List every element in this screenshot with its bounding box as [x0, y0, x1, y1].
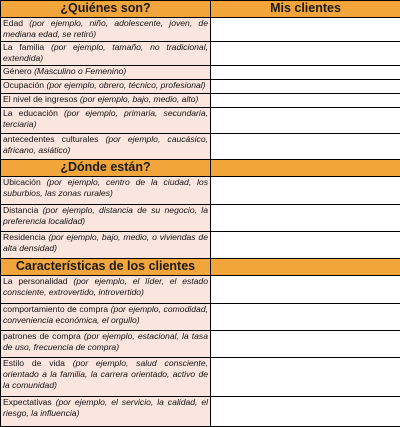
table-row: [1, 397, 400, 427]
row-label-residence: [1, 232, 211, 259]
row-example-text: (por ejemplo, obrero, técnico, profesional): [46, 80, 205, 90]
section-header-row: [1, 1, 400, 18]
client-answer-cell-personality[interactable]: [211, 276, 400, 304]
row-example-text: (por ejemplo, caucásico, africano, asiático): [3, 134, 208, 155]
row-label-income: [1, 94, 211, 108]
row-example-text: (por ejemplo, distancia de su negocio, la preferencia localidad): [3, 205, 208, 226]
table-row: [1, 276, 400, 304]
table-row: [1, 232, 400, 259]
my-clients-header: Mis clientes: [211, 1, 400, 18]
row-label-text: Estilo de vida: [3, 358, 65, 368]
client-answer-cell-gender[interactable]: [211, 66, 400, 80]
table-row: [1, 108, 400, 134]
row-example-text: (por ejemplo, el líder, el estado consciente, extrovertido, introvertido): [3, 276, 208, 297]
row-label-text: La educación: [3, 108, 58, 118]
row-label-expectations: [1, 397, 211, 427]
table-row: [1, 42, 400, 66]
client-answer-cell-occupation[interactable]: [211, 80, 400, 94]
row-label-education: [1, 108, 211, 134]
row-label-family: [1, 42, 211, 66]
client-answer-cell-expectations[interactable]: [211, 397, 400, 427]
row-label-culture: [1, 134, 211, 160]
row-example-text: (por ejemplo, estacional, la tasa de uso, frecuencia de compra): [3, 331, 208, 352]
section-header-blank: [211, 160, 400, 177]
row-label-text: La personalidad: [3, 276, 68, 286]
row-label-text: Expectativas: [3, 397, 52, 407]
row-example-text: (por ejemplo, centro de la ciudad, los suburbios, las zonas rurales): [3, 177, 208, 198]
table-row: [1, 94, 400, 108]
client-answer-cell-distance[interactable]: [211, 205, 400, 232]
row-label-location: [1, 177, 211, 205]
row-example-text: (por ejemplo, el servicio, la calidad, el riesgo, la influencia): [3, 397, 208, 418]
client-answer-cell-education[interactable]: [211, 108, 400, 134]
client-answer-cell-location[interactable]: [211, 177, 400, 205]
row-label-buying-behavior: [1, 304, 211, 331]
row-label-personality: [1, 276, 211, 304]
table-row: [1, 304, 400, 331]
row-example-text: (por ejemplo, tamaño, no tradicional, extendida): [3, 42, 208, 63]
table-row: [1, 80, 400, 94]
section-title-characteristics: Características de los clientes: [1, 259, 211, 276]
row-label-text: Distancia: [3, 205, 38, 215]
row-example-text: (por ejemplo, bajo, medio, o viviendas de alta densidad): [3, 232, 208, 253]
row-example-text: (por ejemplo, salud consciente, orientado a la familia, la carrera orientado, activo de la comunidad): [3, 358, 208, 390]
table-row: [1, 205, 400, 232]
row-label-text: Ocupación: [3, 80, 44, 90]
section-header-row: [1, 160, 400, 177]
client-answer-cell-buying-behavior[interactable]: [211, 304, 400, 331]
row-label-text: Edad: [3, 18, 23, 28]
table-row: [1, 358, 400, 397]
table-row: [1, 18, 400, 42]
client-answer-cell-buying-patterns[interactable]: [211, 331, 400, 358]
row-example-text: (por ejemplo, primaria, secundaria, terciaria): [3, 108, 208, 129]
table-row: [1, 177, 400, 205]
client-answer-cell-family[interactable]: [211, 42, 400, 66]
row-label-text: La familia: [3, 42, 44, 52]
table-row: [1, 134, 400, 160]
row-label-text: Residencia: [3, 232, 46, 242]
table-row: [1, 66, 400, 80]
row-label-lifestyle: [1, 358, 211, 397]
row-label-gender: [1, 66, 211, 80]
row-label-text: patrones de compra: [3, 331, 81, 341]
row-example-text: (por ejemplo, niño, adolescente, joven, de mediana edad, se retiró): [3, 18, 208, 39]
row-example-text: (por ejemplo, comodidad, conveniencia económica, el orgullo): [3, 304, 208, 325]
section-title-where: ¿Dónde están?: [1, 160, 211, 177]
row-label-distance: [1, 205, 211, 232]
client-answer-cell-residence[interactable]: [211, 232, 400, 259]
row-label-buying-patterns: [1, 331, 211, 358]
section-title-who: ¿Quiénes son?: [1, 1, 211, 18]
client-answer-cell-lifestyle[interactable]: [211, 358, 400, 397]
row-example-text: (Masculino o Femenino): [34, 66, 126, 76]
client-answer-cell-age[interactable]: [211, 18, 400, 42]
section-header-blank: [211, 259, 400, 276]
row-label-age: [1, 18, 211, 42]
client-answer-cell-culture[interactable]: [211, 134, 400, 160]
row-label-text: antecedentes culturales: [3, 134, 98, 144]
row-label-text: comportamiento de compra: [3, 304, 108, 314]
row-example-text: (por ejemplo, bajo, medio, alto): [80, 94, 198, 104]
row-label-occupation: [1, 80, 211, 94]
section-header-row: [1, 259, 400, 276]
row-label-text: Ubicación: [3, 177, 41, 187]
row-label-text: Género: [3, 66, 32, 76]
table-row: [1, 331, 400, 358]
row-label-text: El nivel de ingresos: [3, 94, 78, 104]
client-answer-cell-income[interactable]: [211, 94, 400, 108]
